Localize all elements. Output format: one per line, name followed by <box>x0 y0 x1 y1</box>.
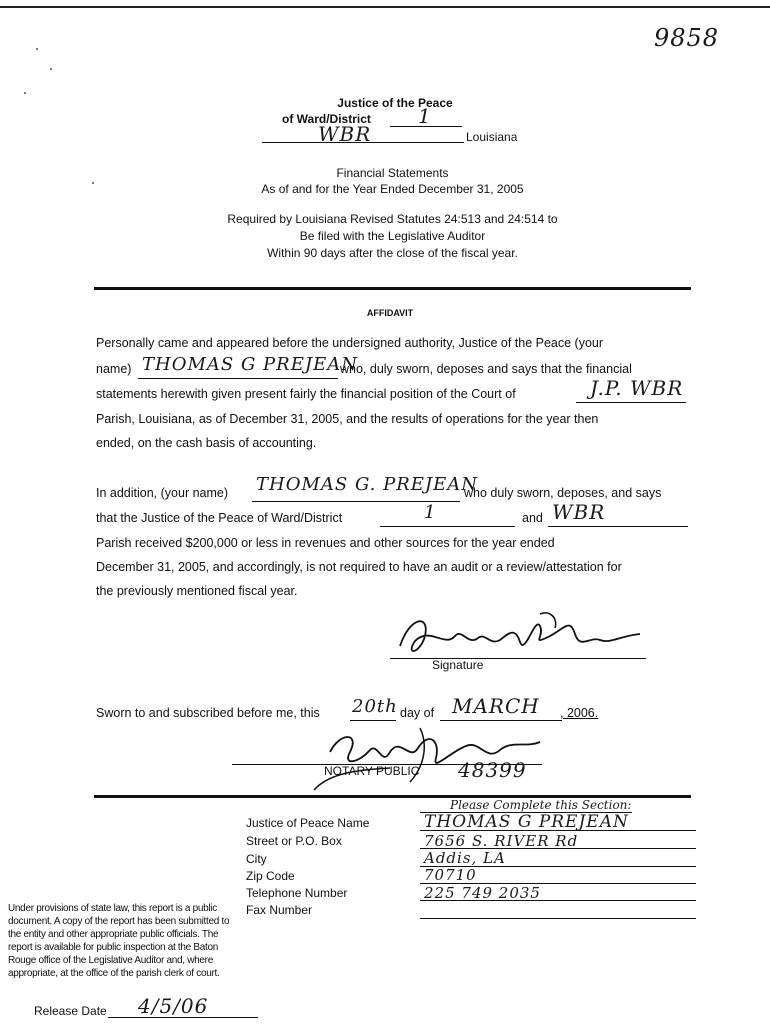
statement-title: Financial Statements <box>336 166 449 180</box>
affidavit-p2-ward: 1 <box>424 502 437 523</box>
contact-label-zip: Zip Code <box>246 869 295 883</box>
affidavit-heading: AFFIDAVIT <box>366 308 414 318</box>
sworn-day: 20th <box>352 696 398 717</box>
affidavit-court: J.P. WBR <box>590 376 684 400</box>
header-title: Justice of the Peace <box>337 96 453 110</box>
public-notice-line: Under provisions of state law, this report is a public <box>8 903 217 914</box>
affidavit-p1-line5: ended, on the cash basis of accounting. <box>96 436 317 450</box>
notary-label: NOTARY PUBLIC <box>324 764 420 778</box>
contact-label-telephone: Telephone Number <box>246 886 348 900</box>
affidavit-p2-ward-line <box>380 526 515 527</box>
signature-scrawl <box>390 606 650 666</box>
affidavit-p1-line2-rest: who, duly sworn, deposes and says that the financial <box>340 362 632 376</box>
affidavit-p1-line1: Personally came and appeared before the undersigned authority, Justice of the Peace (your <box>96 336 604 350</box>
affidavit-p1-name-prefix: name) <box>96 362 132 376</box>
public-notice <box>8 902 278 980</box>
contact-value-city: Addis, LA <box>424 849 506 867</box>
contact-value-telephone: 225 749 2035 <box>424 884 541 902</box>
scan-speck <box>36 48 38 50</box>
contact-fax-line <box>420 918 696 919</box>
sworn-month-line <box>440 720 562 721</box>
scan-speck <box>92 182 94 184</box>
affidavit-p2-line2: that the Justice of the Peace of Ward/District <box>96 511 343 525</box>
contact-value-zip: 70710 <box>424 866 477 884</box>
scan-speck <box>50 68 52 70</box>
requirement-line-2: Be filed with the Legislative Auditor <box>299 229 486 243</box>
contact-instruction: Please Complete this Section: <box>450 798 632 812</box>
ward-value: 1 <box>418 104 432 128</box>
requirement-line-1: Required by Louisiana Revised Statutes 24:513 and 24:514 to <box>227 212 558 226</box>
affidavit-p1-name-line <box>138 378 338 379</box>
affidavit-p1-line4: Parish, Louisiana, as of December 31, 2005, and the results of operations for the year then <box>96 412 599 426</box>
affidavit-p2-rest: who duly sworn, deposes, and says <box>464 486 662 500</box>
public-notice-line: appropriate, at the office of the parish clerk of court. <box>8 968 220 979</box>
top-rule <box>0 6 770 8</box>
affidavit-p2-prefix: In addition, (your name) <box>96 486 229 500</box>
contact-value-name: THOMAS G PREJEAN <box>424 812 629 832</box>
section-rule-1 <box>94 287 691 290</box>
requirement-line-3: Within 90 days after the close of the fiscal year. <box>267 246 518 260</box>
affidavit-court-line <box>576 402 686 403</box>
affidavit-p2-line4: December 31, 2005, and accordingly, is not required to have an audit or a review/attestation for <box>96 560 622 574</box>
public-notice-line: report is available for public inspection at the Baton <box>8 942 219 953</box>
sworn-prefix: Sworn to and subscribed before me, this <box>96 706 320 720</box>
release-date-value: 4/5/06 <box>138 994 209 1018</box>
public-notice-line: Rouge office of the Legislative Auditor and, where <box>8 955 213 966</box>
public-notice-line: the entity and other appropriate public officials. The <box>8 929 219 940</box>
sworn-year: , 2006. <box>560 706 599 720</box>
public-notice-line: document. A copy of the report has been submitted to <box>8 916 230 927</box>
affidavit-p2-line5: the previously mentioned fiscal year. <box>96 584 298 598</box>
affidavit-p1-line3: statements herewith given present fairly the financial position of the Court of <box>96 387 516 401</box>
statement-period: As of and for the Year Ended December 31, 2005 <box>261 182 524 196</box>
state-label: Louisiana <box>466 130 518 144</box>
contact-label-fax: Fax Number <box>246 903 313 917</box>
affidavit-p2-line3: Parish received $200,000 or less in revenues and other sources for the year ended <box>96 536 555 550</box>
scan-speck <box>24 92 26 94</box>
sworn-day-line <box>350 720 396 721</box>
affidavit-p2-and: and <box>522 511 543 525</box>
signature-line <box>390 658 646 659</box>
affidavit-p2-parish: WBR <box>552 500 606 524</box>
contact-label-city: City <box>246 852 267 866</box>
signature-label: Signature <box>432 658 484 672</box>
ward-label: of Ward/District <box>282 112 371 126</box>
contact-value-street: 7656 S. RIVER Rd <box>424 832 579 850</box>
sworn-dayof: day of <box>400 706 435 720</box>
contact-label-name: Justice of Peace Name <box>246 816 370 830</box>
affidavit-p2-parish-line <box>548 526 688 527</box>
parish-value: WBR <box>318 122 372 146</box>
notary-number: 48399 <box>458 758 527 782</box>
affidavit-p2-name: THOMAS G. PREJEAN <box>256 474 479 495</box>
contact-label-street: Street or P.O. Box <box>246 834 342 848</box>
sworn-month: MARCH <box>452 694 540 718</box>
release-date-label: Release Date <box>34 1004 107 1018</box>
document-number: 9858 <box>654 24 720 52</box>
affidavit-p1-name: THOMAS G PREJEAN <box>142 354 358 375</box>
